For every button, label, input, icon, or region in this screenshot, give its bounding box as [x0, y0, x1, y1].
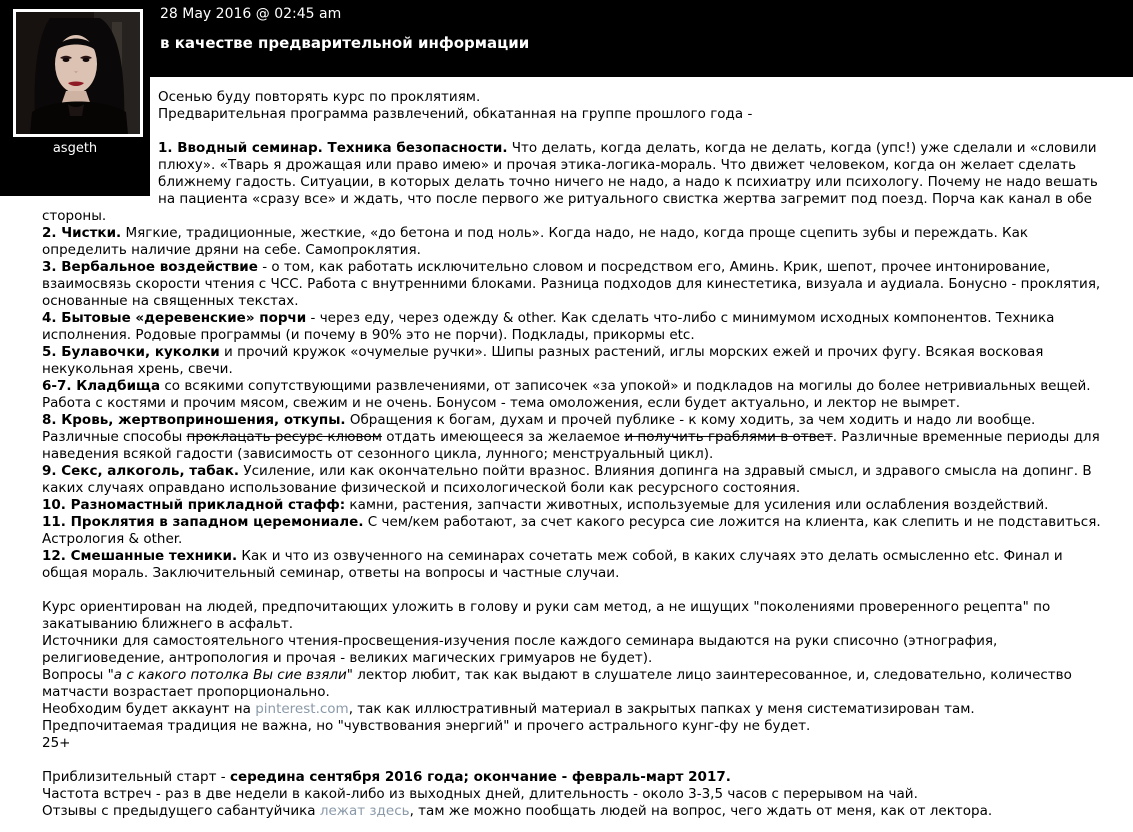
text-segment: 11. Проклятия в западном церемониале. [42, 514, 364, 530]
text-segment: "а с какого потолка Вы сие взяли" [107, 667, 353, 683]
blank-line [42, 752, 1111, 769]
item-4 [42, 310, 1111, 344]
text-segment: 3. Вербальное воздействие [42, 259, 258, 275]
text-segment: 2. Чистки. [42, 225, 122, 241]
text-segment: и получить граблями в ответ [624, 429, 833, 445]
text-segment: Предварительная программа развлечений, обкатанная на группе прошлого года - [158, 106, 753, 122]
text-segment: С чем/кем работают, за счет какого ресурса сие ложится на клиента, как слепить и не подставиться. Астрология & other. [42, 514, 1101, 547]
text-segment: 9. Секс, алкоголь, табак. [42, 463, 240, 479]
questions [42, 667, 1111, 701]
item-11 [42, 514, 1111, 548]
schedule-frequency [42, 786, 1111, 803]
text-segment: лектор любит, так как выдают в слушателе лицо заинтересованное, и, следовательно, количество матчасти возрастает пропорционально. [42, 667, 1072, 700]
post-body [42, 89, 1111, 820]
schedule-start [42, 769, 1111, 786]
text-segment: - через еду, через одежду & other. Как сделать что-либо с минимумом исходных компонентов. Техника исполнения. Родовые программы (и почему в 90% это не порчи). Подклады, прикормы etc. [42, 310, 1055, 343]
text-segment: 6-7. Кладбища [42, 378, 161, 394]
username[interactable]: asgeth [52, 141, 98, 156]
text-segment: 10. Разномастный прикладной стафф: [42, 497, 346, 513]
text-segment: Приблизительный старт - [42, 769, 230, 785]
text-segment: , так как иллюстративный материал в закрытых папках у меня систематизирован там. [348, 701, 975, 717]
avatar-portrait-graphic [16, 12, 140, 134]
entry-content [0, 77, 1133, 832]
text-segment: Осенью буду повторять курс по проклятиям. [158, 89, 481, 105]
intro-line-1 [42, 89, 1111, 106]
intro-line-2 [42, 106, 1111, 123]
text-segment: Предпочитаемая традиция не важна, но "чувствования энергий" и прочего астрального кунг-фу не будет. [42, 718, 811, 734]
text-segment: камни, растения, запчасти животных, используемые для усиления или ослабления воздействий. [345, 497, 1049, 513]
text-segment: 12. Смешанные техники. [42, 548, 238, 564]
text-segment: со всякими сопутствующими развлечениями, от записочек «за упокой» и подкладов на могилы до более нетривиальных вещей. Работа с костями и прочим мясом, свежим и не очень. Бонусом - тема омоложения, если будет актуально, и лектор не вымрет. [42, 378, 1091, 411]
text-segment: отдать имеющееся за желаемое [381, 429, 625, 445]
reviews [42, 803, 1111, 820]
text-segment: , там же можно пообщать людей на вопрос, чего ждать от меня, как от лектора. [409, 803, 993, 819]
item-8 [42, 412, 1111, 463]
item-2 [42, 225, 1111, 259]
item-10 [42, 497, 1111, 514]
entry-title: в качестве предварительной информации [160, 34, 530, 52]
text-segment: Необходим будет аккаунт на [42, 701, 256, 717]
tradition-note [42, 718, 1111, 735]
text-segment: 4. Бытовые «деревенские» порчи [42, 310, 307, 326]
text-segment: Мягкие, традиционные, жесткие, «до бетона и под ноль». Когда надо, не надо, когда проще сцепить зубы и переждать. Как определить наличие дряни на себе. Самопроклятия. [42, 225, 1029, 258]
inline-link[interactable]: pinterest.com [255, 701, 349, 717]
item-1 [42, 140, 1111, 225]
text-segment: Источники для самостоятельного чтения-просвещения-изучения после каждого семинара выдаются на руки списочно (этнография, религиоведение, антропология и прочая - великих магических гримуаров не будет). [42, 633, 998, 666]
item-5 [42, 344, 1111, 378]
text-segment: 8. Кровь, жертвоприношения, откупы. [42, 412, 346, 428]
text-segment: середина сентября 2016 года; окончание - февраль-март 2017. [229, 769, 731, 785]
text-segment: 25+ [42, 735, 71, 751]
text-segment: Что делать, когда делать, когда не делать, когда (упс!) уже сделали и «словили плюху». «Тварь я дрожащая или право имею» и прочая этика-логика-мораль. Что движет человеком, когда он желает сделать ближнему гадость. Ситуации, в которых делать точно ничего не надо, а надо к психиатру или психологу. Почему не надо вешать на пациента «сразу все» и ждать, что после первого же ритуального свистка жертва загремит под поезд. Порча как канал в обе стороны. [42, 140, 1098, 224]
text-segment: Как и что из озвученного на семинарах сочетать меж собой, в каких случаях это делать осмысленно etc. Финал и общая мораль. Заключительный семинар, ответы на вопросы и частные случаи. [42, 548, 1063, 581]
entry-header [0, 0, 1133, 77]
text-segment: - о том, как работать исключительно словом и посредством его, Аминь. Крик, шепот, прочее интонирование, взаимосвязь скорости чтения с ЧСС. Работа с внутренними блоками. Разница подходов для кинестетика, визуала и аудиала. Бонусно - проклятия, основанные на священных текстах. [42, 259, 1101, 309]
age-limit [42, 735, 1111, 752]
user-avatar-image[interactable] [13, 9, 143, 137]
text-segment: 1. Вводный семинар. Техника безопасности. [158, 140, 508, 156]
course-orientation [42, 599, 1111, 633]
entry-date: 28 May 2016 @ 02:45 am [160, 6, 342, 22]
text-segment: Курс ориентирован на людей, предпочитающих уложить в голову и руки сам метод, а не ищущих "поколениями проверенного рецепта" по закатыванию ближнего в асфальт. [42, 599, 1051, 632]
text-segment: Усиление, или как окончательно пойти вразнос. Влияния допинга на здравый смысл, и здравого смысла на допинг. В каких случаях оправдано использование физической и психологической боли как ресурсного состояния. [42, 463, 1092, 496]
item-9 [42, 463, 1111, 497]
text-segment: проклацать ресурс клювом [186, 429, 382, 445]
text-segment: 5. Булавочки, куколки [42, 344, 220, 360]
item-12 [42, 548, 1111, 582]
pinterest-note [42, 701, 1111, 718]
text-segment: Отзывы с предыдущего сабантуйчика [42, 803, 320, 819]
blank-line [42, 123, 1111, 140]
text-segment: и прочий кружок «очумелые ручки». Шипы разных растений, иглы морских ежей и прочих фугу. Всякая восковая некукольная хрень, свечи. [42, 344, 1044, 377]
text-segment: . Различные временные периоды для наведения всякой гадости (зависимость от сезонного цикла, лунного; менструальный цикл). [42, 429, 1100, 462]
item-3 [42, 259, 1111, 310]
text-segment: Частота встреч - раз в две недели в какой-либо из выходных дней, длительность - около 3-3,5 часов с перерывом на чай. [42, 786, 918, 802]
inline-link[interactable]: лежат здесь [319, 803, 410, 819]
text-segment: Вопросы [42, 667, 108, 683]
item-6-7 [42, 378, 1111, 412]
text-segment: Обращения к богам, духам и прочей публике - к кому ходить, за чем ходить и надо ли вообще. Различные способы [42, 412, 1036, 445]
blank-line [42, 582, 1111, 599]
sources [42, 633, 1111, 667]
